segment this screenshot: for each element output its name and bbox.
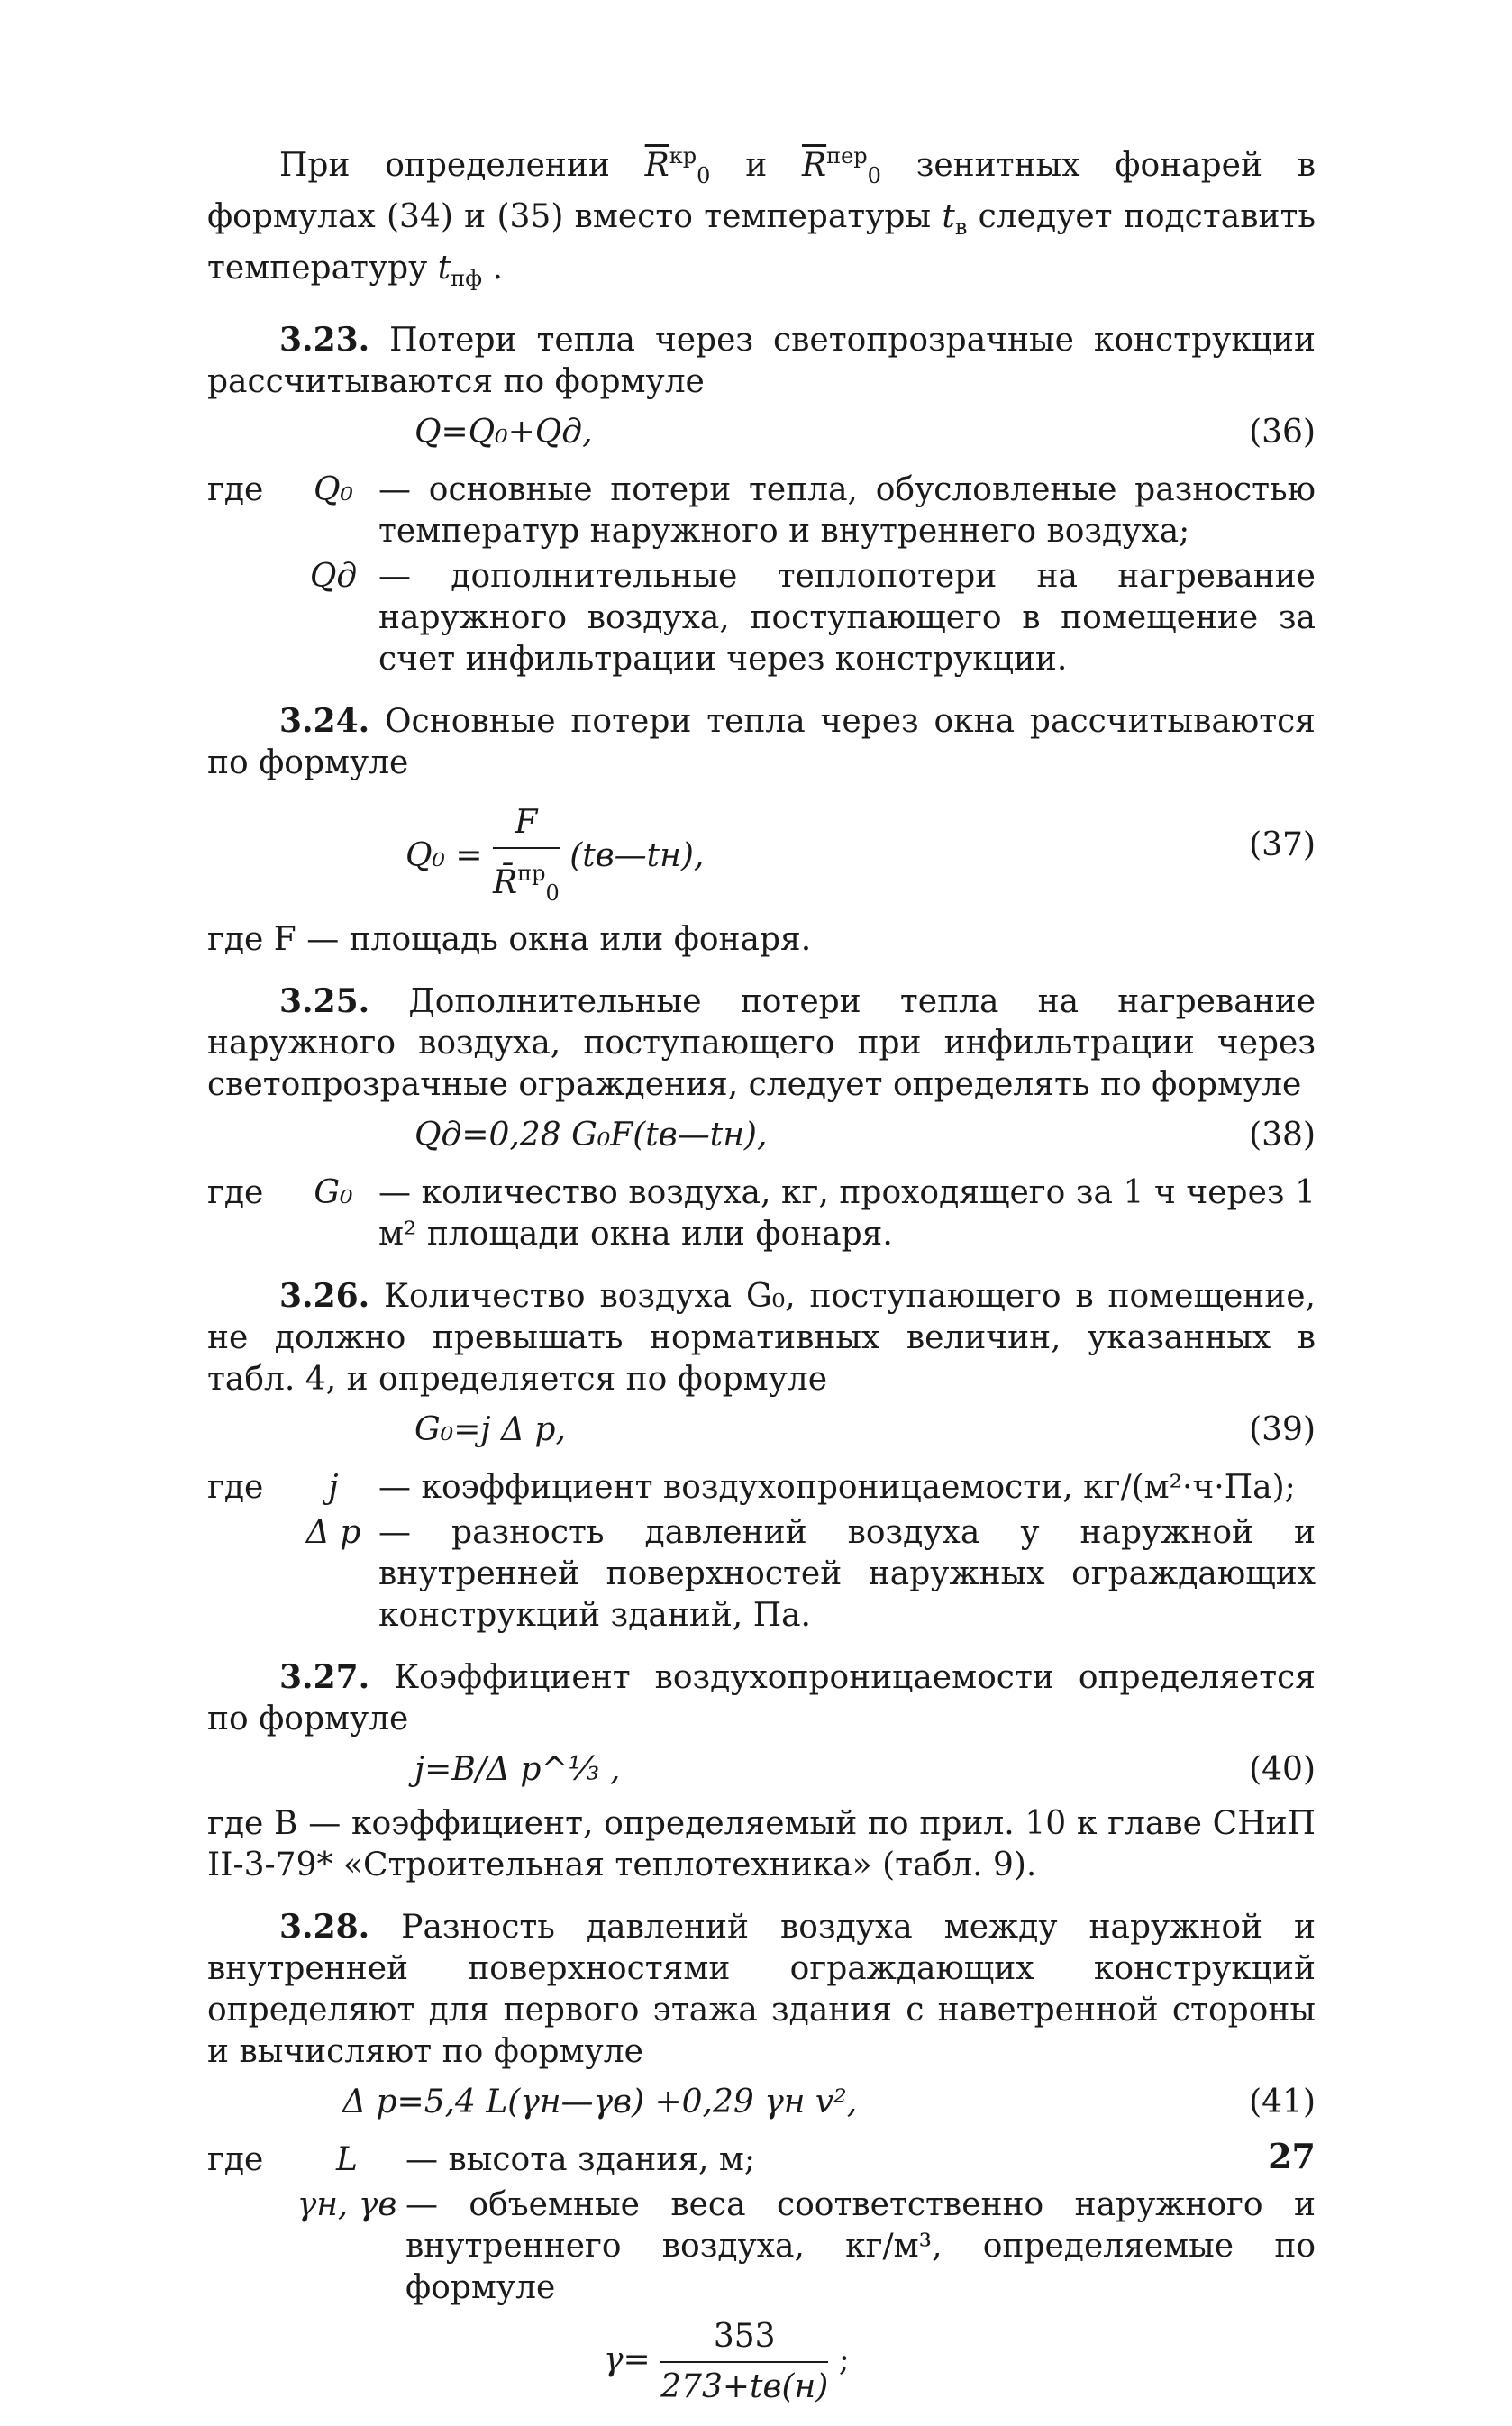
equation-number: (37) bbox=[1249, 826, 1316, 863]
section-number: 3.25. bbox=[279, 982, 370, 1020]
section-text: Разность давлений воздуха между наружной и внутренней поверхностями ограждающих конструкций определяют для первого этажа здания с наветренной стороны и вычисляют по формуле bbox=[207, 1909, 1316, 2070]
page-number: 27 bbox=[1268, 2136, 1316, 2176]
intro-text-d: . bbox=[482, 250, 503, 287]
formula-expr bbox=[604, 2316, 850, 2408]
r-per-sub: 0 bbox=[867, 163, 881, 188]
gamma-lhs: γ= bbox=[604, 2341, 651, 2378]
formula-expr bbox=[405, 802, 704, 914]
where-symbol: j bbox=[328, 1469, 339, 1506]
where-row bbox=[207, 2139, 1316, 2181]
r-kr-sub: 0 bbox=[697, 163, 711, 188]
r-kr-sup: кр bbox=[669, 143, 697, 169]
section-3-26 bbox=[207, 1275, 1316, 1400]
tpf-symbol: t bbox=[437, 250, 451, 287]
where-symbol: γн, γв bbox=[296, 2186, 397, 2223]
denominator: 273+tв(н) bbox=[660, 2368, 829, 2405]
where-label-empty bbox=[207, 556, 288, 680]
tv-sub: в bbox=[954, 214, 968, 240]
equation-number: (40) bbox=[1249, 1751, 1316, 1788]
r-per-sup: пер bbox=[826, 143, 868, 169]
equation-number: (39) bbox=[1249, 1411, 1316, 1448]
where-label: где bbox=[207, 471, 264, 508]
where-desc: — высота здания, м; bbox=[405, 2141, 756, 2178]
formula-lhs: Q₀ = bbox=[405, 837, 483, 874]
where-desc: — основные потери тепла, обусловленые разностью температур наружного и внутреннего воздуха; bbox=[378, 471, 1316, 550]
where-row bbox=[207, 556, 1316, 680]
section-text: Коэффициент воздухопроницаемости определяется по формуле bbox=[207, 1659, 1316, 1737]
where-row bbox=[207, 2184, 1316, 2309]
r-per-symbol: $\overline{R}$ bbox=[801, 147, 827, 184]
intro-text-b: зенитных фонарей в формулах (34) и (35) вместо температуры bbox=[207, 147, 1316, 235]
section-text: Основные потери тепла через окна рассчитываются по формуле bbox=[207, 703, 1316, 781]
formula-expr: j=B/Δ p^⅓ , bbox=[414, 1751, 621, 1788]
formula-41 bbox=[207, 2073, 1316, 2136]
intro-paragraph bbox=[207, 135, 1316, 299]
tpf-sub: пф bbox=[451, 266, 483, 291]
formula-38 bbox=[207, 1106, 1316, 1169]
section-number: 3.23. bbox=[279, 321, 370, 359]
section-number: 3.28. bbox=[279, 1908, 370, 1946]
intro-and: и bbox=[710, 147, 802, 184]
where-desc: — количество воздуха, кг, проходящего за 1 ч через 1 м² площади окна или фонаря. bbox=[378, 1174, 1316, 1253]
section-3-23 bbox=[207, 319, 1316, 403]
where-label: где bbox=[207, 2141, 264, 2178]
section-3-28 bbox=[207, 1906, 1316, 2073]
page-body bbox=[207, 135, 1316, 2426]
fraction bbox=[493, 802, 560, 914]
where-symbol: Q₀ bbox=[314, 471, 353, 508]
where-desc: — дополнительные теплопотери на нагревание наружного воздуха, поступающего в помещение за счет инфильтрации через конструкции. bbox=[378, 558, 1316, 678]
where-symbol: Δ p bbox=[305, 1514, 361, 1551]
formula-expr: Q=Q₀+Qд, bbox=[414, 414, 593, 451]
tv-symbol: t bbox=[942, 198, 955, 235]
where-symbol: G₀ bbox=[314, 1174, 353, 1211]
where-label-empty bbox=[207, 2184, 288, 2309]
formula-40 bbox=[207, 1740, 1316, 1803]
equation-number: (36) bbox=[1249, 414, 1316, 451]
where-label: где bbox=[207, 1469, 264, 1506]
r-kr-symbol: $\overline{R}$ bbox=[644, 147, 669, 184]
where-label-empty bbox=[207, 1512, 288, 1637]
formula-expr: G₀=j Δ p, bbox=[414, 1411, 566, 1448]
where-label: где bbox=[207, 1174, 264, 1211]
formula-expr: Δ p=5,4 L(γн—γв) +0,29 γн v², bbox=[342, 2084, 858, 2120]
numerator: 353 bbox=[660, 2316, 828, 2363]
den-symbol: R̄ bbox=[493, 864, 518, 901]
section-text: Дополнительные потери тепла на нагревание наружного воздуха, поступающего при инфильтрации через светопрозрачные ограждения, следует определять по формуле bbox=[207, 983, 1316, 1103]
section-3-27 bbox=[207, 1656, 1316, 1740]
where-symbol: L bbox=[336, 2141, 358, 2178]
formula-37 bbox=[207, 784, 1316, 919]
equation-number: (41) bbox=[1249, 2084, 1316, 2120]
denominator bbox=[493, 849, 560, 914]
formula-rhs: (tв—tн), bbox=[569, 837, 705, 874]
where-row bbox=[207, 470, 1316, 552]
section-text: Количество воздуха G₀, поступающего в помещение, не должно превышать нормативных величин, указанных в табл. 4, и определяется по формуле bbox=[207, 1278, 1316, 1398]
gamma-end: ; bbox=[838, 2341, 850, 2378]
where-desc: — объемные веса соответственно наружного и внутреннего воздуха, кг/м³, определяемые по формуле bbox=[405, 2186, 1316, 2306]
where-symbol: Qд bbox=[309, 558, 358, 595]
section-number: 3.26. bbox=[279, 1277, 370, 1315]
where-desc: — разность давлений воздуха у наружной и внутренней поверхностей наружных ограждающих конструкций зданий, Па. bbox=[378, 1514, 1316, 1634]
section-number: 3.27. bbox=[279, 1658, 370, 1696]
where-desc: — коэффициент воздухопроницаемости, кг/(м²·ч·Па); bbox=[378, 1469, 1296, 1506]
formula-39 bbox=[207, 1400, 1316, 1464]
fraction bbox=[660, 2316, 828, 2408]
intro-text-c: следует подставить температуру bbox=[207, 198, 1316, 287]
where-row bbox=[207, 1467, 1316, 1509]
where-row bbox=[207, 1512, 1316, 1637]
where-line: где B — коэффициент, определяемый по прил. 10 к главе СНиП II-3-79* «Строительная теплотехника» (табл. 9). bbox=[207, 1805, 1316, 1883]
where-row bbox=[207, 1172, 1316, 1255]
formula-gamma bbox=[207, 2309, 1316, 2426]
section-text: Потери тепла через светопрозрачные конструкции рассчитываются по формуле bbox=[207, 322, 1316, 400]
where-line: где F — площадь окна или фонаря. bbox=[207, 921, 812, 958]
section-3-25 bbox=[207, 980, 1316, 1106]
intro-text: При определении bbox=[279, 147, 645, 184]
formula-36 bbox=[207, 403, 1316, 466]
den-sup: пр bbox=[517, 861, 546, 886]
section-number: 3.24. bbox=[279, 702, 370, 740]
formula-expr: Qд=0,28 G₀F(tв—tн), bbox=[414, 1117, 768, 1154]
section-3-24 bbox=[207, 700, 1316, 784]
den-sub: 0 bbox=[545, 880, 560, 906]
equation-number: (38) bbox=[1249, 1117, 1316, 1154]
numerator: F bbox=[493, 802, 560, 849]
